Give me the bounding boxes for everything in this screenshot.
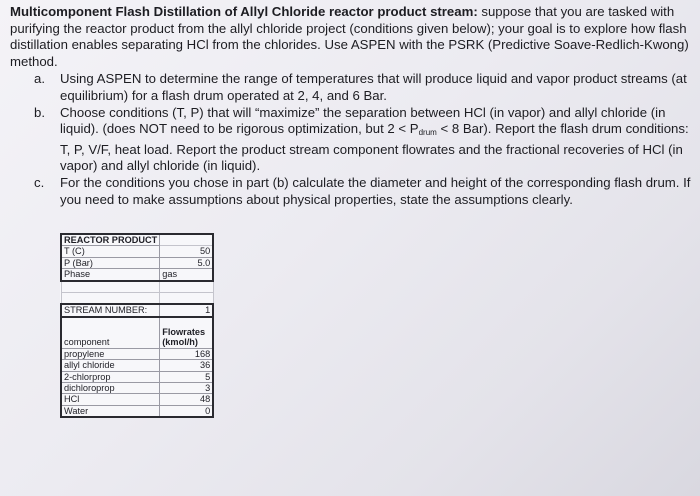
part-c-marker: c. <box>34 174 45 190</box>
problem-statement <box>10 4 694 208</box>
component-header: component <box>61 317 160 349</box>
part-b-text-before: Choose conditions (T, P) that will “maximize” the separation between HCl (in vapor) and allyl chloride (in liquid). (does NOT need to be rigorous optimization, but 2 < P <box>60 104 666 137</box>
part-b <box>10 105 694 175</box>
reactor-product-table <box>60 233 214 418</box>
part-a-text: Using ASPEN to determine the range of temperatures that will produce liquid and vapor product streams (at equilibrium) for a flash drum operated at 2, 4, and 6 Bar. <box>60 71 687 103</box>
component-name: HCl <box>61 394 160 405</box>
flowrates-header-line1: Flowrates <box>162 327 206 337</box>
component-flowrate: 168 <box>160 348 214 359</box>
condition-value: 5.0 <box>160 257 214 268</box>
component-flowrate: 0 <box>160 405 214 417</box>
spreadsheet <box>60 233 214 418</box>
parts-list <box>10 71 694 208</box>
intro-paragraph <box>10 4 694 70</box>
flowrates-header-line2: (kmol/h) <box>162 337 198 348</box>
table-cell <box>160 234 214 246</box>
component-name: propylene <box>61 348 160 359</box>
stream-number-value: 1 <box>160 304 214 316</box>
table-row <box>61 348 213 359</box>
table-row <box>61 293 213 305</box>
condition-value: gas <box>160 269 214 281</box>
table-row <box>61 269 213 281</box>
table-cell <box>61 281 160 293</box>
table-row <box>61 246 213 257</box>
part-c-text: For the conditions you chose in part (b) calculate the diameter and height of the corresponding flash drum. If you need to make assumptions about physical properties, state the assumptions clearly. <box>60 174 691 207</box>
part-b-text-after: < 8 Bar). Report the flash drum conditions: T, P, V/F, heat load. Report the product stream component flowrates and the fractional recoveries of HCl (in vapor) and allyl chloride (in liquid). <box>60 121 689 174</box>
condition-value: 50 <box>160 246 214 257</box>
component-flowrate: 36 <box>160 360 214 371</box>
flowrates-header <box>160 317 214 349</box>
problem-title: Multicomponent Flash Distillation of Allyl Chloride reactor product stream: <box>10 4 478 19</box>
table-row <box>61 234 213 246</box>
part-c <box>10 175 694 208</box>
table-cell <box>160 281 214 293</box>
component-name: allyl chloride <box>61 360 160 371</box>
condition-label: P (Bar) <box>61 257 160 268</box>
part-b-marker: b. <box>34 104 45 120</box>
component-flowrate: 5 <box>160 371 214 382</box>
part-a-marker: a. <box>34 71 45 87</box>
table-row <box>61 405 213 417</box>
component-name: Water <box>61 405 160 417</box>
component-name: dichloroprop <box>61 383 160 394</box>
component-name: 2-chlorprop <box>61 371 160 382</box>
table-row <box>61 394 213 405</box>
table-cell <box>61 293 160 305</box>
table-row <box>61 257 213 268</box>
table-row <box>61 317 213 349</box>
intro-text: suppose that you are tasked with purifying the reactor product from the allyl chloride project (conditions given below); your goal is to explore how flash distillation enables separating HCl from the chlorides. Use ASPEN with the PSRK (Predictive Soave-Redlich-Kwong) method. <box>10 4 689 69</box>
table-row <box>61 304 213 316</box>
table-row <box>61 360 213 371</box>
component-flowrate: 48 <box>160 394 214 405</box>
part-b-subscript: drum <box>418 128 437 138</box>
table-cell <box>160 293 214 305</box>
component-flowrate: 3 <box>160 383 214 394</box>
reactor-header: REACTOR PRODUCT <box>61 234 160 246</box>
table-row <box>61 371 213 382</box>
table-row <box>61 281 213 293</box>
table-row <box>61 383 213 394</box>
condition-label: Phase <box>61 269 160 281</box>
part-a <box>10 71 694 104</box>
stream-number-label: STREAM NUMBER: <box>61 304 160 316</box>
condition-label: T (C) <box>61 246 160 257</box>
